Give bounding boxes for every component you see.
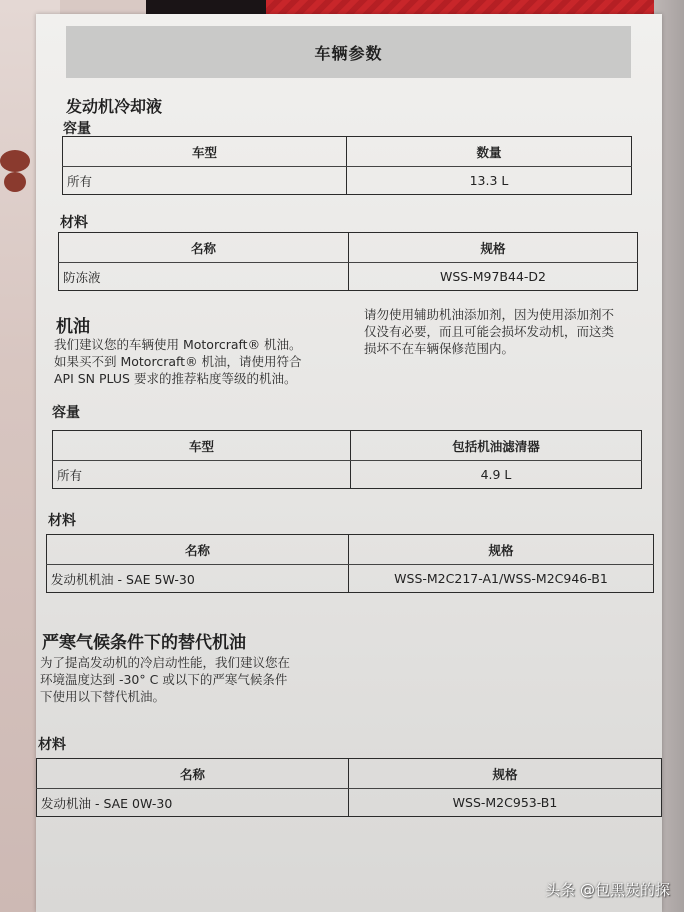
table-header-row	[59, 233, 638, 263]
table-row	[59, 263, 638, 291]
text-line: 如果买不到 Motorcraft® 机油，请使用符合	[54, 354, 302, 369]
text-line: 请勿使用辅助机油添加剂，因为使用添加剂不	[364, 307, 615, 322]
column-header: 车型	[63, 137, 347, 167]
column-header: 名称	[37, 759, 349, 789]
coolant-capacity-label: 容量	[63, 121, 91, 137]
table-cell: WSS-M2C953-B1	[349, 789, 662, 817]
coolant-capacity-table	[62, 136, 632, 195]
section-title-cold-weather-oil: 严寒气候条件下的替代机油	[42, 633, 246, 653]
table-row	[63, 167, 632, 195]
text-line: 我们建议您的车辆使用 Motorcraft® 机油。	[54, 337, 302, 352]
engine-oil-material-table	[46, 534, 654, 593]
engine-oil-warning	[364, 306, 654, 357]
engine-oil-material-label: 材料	[48, 513, 76, 529]
column-header: 名称	[47, 535, 349, 565]
text-line: 环境温度达到 -30° C 或以下的严寒气候条件	[40, 672, 288, 687]
coolant-material-table	[58, 232, 638, 291]
watermark: 头条 @包黑炭的探	[545, 881, 670, 899]
manual-page	[36, 14, 662, 912]
table-row	[53, 461, 642, 489]
text-line: 损坏不在车辆保修范围内。	[364, 341, 515, 356]
text-line: 下使用以下替代机油。	[40, 689, 166, 704]
engine-oil-capacity-table	[52, 430, 642, 489]
engine-oil-capacity-label: 容量	[52, 405, 80, 421]
column-header: 规格	[349, 759, 662, 789]
table-cell: 发动机机油 - SAE 5W-30	[47, 565, 349, 593]
table-cell: 所有	[53, 461, 351, 489]
column-header: 规格	[349, 233, 638, 263]
column-header: 车型	[53, 431, 351, 461]
page-title: 车辆参数	[314, 43, 383, 63]
background-spot	[4, 172, 26, 192]
table-row	[37, 789, 662, 817]
table-header-row	[53, 431, 642, 461]
table-cell: 发动机油 - SAE 0W-30	[37, 789, 349, 817]
table-header-row	[47, 535, 654, 565]
column-header: 名称	[59, 233, 349, 263]
table-cell: 防冻液	[59, 263, 349, 291]
section-title-engine-oil: 机油	[56, 317, 90, 337]
table-header-row	[63, 137, 632, 167]
table-cell: 13.3 L	[347, 167, 632, 195]
cold-weather-oil-material-label: 材料	[38, 737, 66, 753]
section-title-coolant: 发动机冷却液	[66, 97, 163, 116]
column-header: 规格	[349, 535, 654, 565]
engine-oil-intro	[54, 336, 354, 387]
cold-weather-oil-intro	[40, 654, 360, 705]
column-header: 包括机油滤清器	[351, 431, 642, 461]
cold-weather-oil-material-table	[36, 758, 662, 817]
table-cell: 4.9 L	[351, 461, 642, 489]
table-row	[47, 565, 654, 593]
table-cell: WSS-M2C217-A1/WSS-M2C946-B1	[349, 565, 654, 593]
text-line: 为了提高发动机的冷启动性能，我们建议您在	[40, 655, 291, 670]
text-line: 仅没有必要，而且可能会损坏发动机，而这类	[364, 324, 615, 339]
text-line: API SN PLUS 要求的推荐粘度等级的机油。	[54, 371, 297, 386]
page-header-bar	[66, 26, 631, 78]
table-header-row	[37, 759, 662, 789]
column-header: 数量	[347, 137, 632, 167]
table-cell: WSS-M97B44-D2	[349, 263, 638, 291]
background-spot	[0, 150, 30, 172]
table-cell: 所有	[63, 167, 347, 195]
coolant-material-label: 材料	[60, 215, 88, 231]
